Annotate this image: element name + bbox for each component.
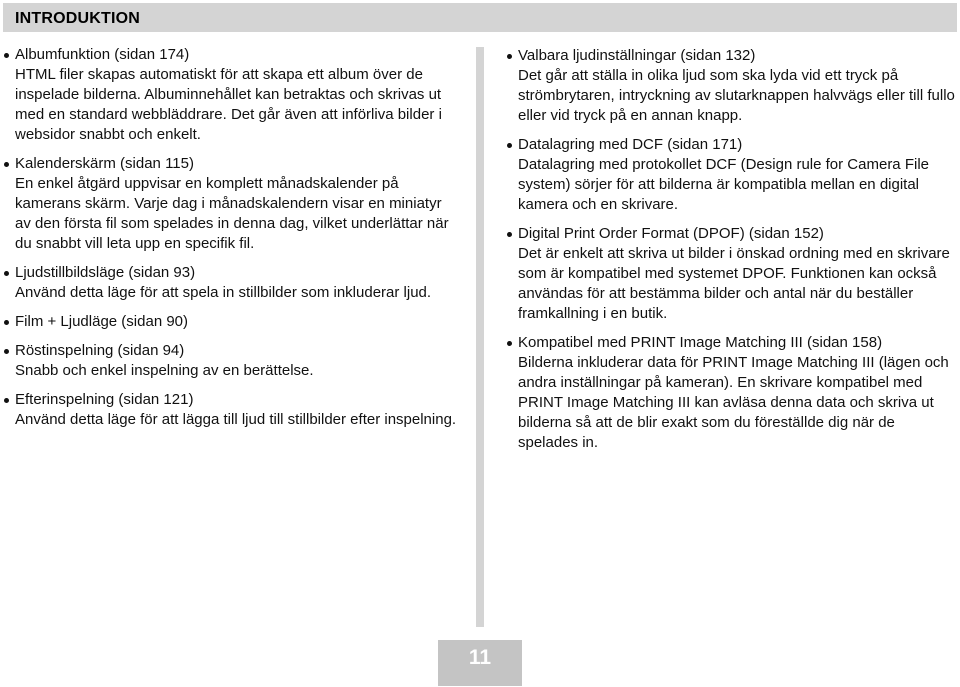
feature-title: Albumfunktion (sidan 174) — [15, 46, 190, 63]
feature-title: Film + Ljudläge (sidan 90) — [15, 313, 189, 330]
feature-description: Datalagring med protokollet DCF (Design rule for Camera File system) sörjer för att bilderna är kompatibla mellan en digital kamera och en skrivare. — [518, 156, 929, 213]
left-column — [4, 45, 459, 439]
feature-list-right — [507, 46, 957, 453]
feature-title: Kompatibel med PRINT Image Matching III (sidan 158) — [518, 334, 883, 351]
feature-description: Det går att ställa in olika ljud som ska lyda vid ett tryck på strömbrytaren, intryckning av slutarknappen halvvägs eller till fullo eller vid tryck på en annan knapp. — [518, 67, 955, 124]
list-item — [4, 341, 459, 381]
feature-title: Ljudstillbildsläge (sidan 93) — [15, 264, 196, 281]
feature-description: Bilderna inkluderar data för PRINT Image Matching III (lägen och andra inställningar på kameran). En skrivare kompatibel med PRINT Image Matching III kan avläsa denna data och skriva ut bilderna så att de blir exakt som du föreställde dig när de spelades in. — [518, 354, 949, 451]
list-item — [507, 135, 957, 215]
feature-title: Valbara ljudinställningar (sidan 132) — [518, 47, 756, 64]
column-divider — [476, 47, 484, 627]
list-item — [507, 46, 957, 126]
list-item — [4, 45, 459, 145]
list-item — [507, 333, 957, 453]
list-item — [507, 224, 957, 324]
section-title: INTRODUKTION — [15, 10, 141, 27]
feature-title: Kalenderskärm (sidan 115) — [15, 155, 194, 172]
list-item — [4, 312, 459, 332]
section-header — [3, 3, 957, 32]
page-number: 11 — [438, 640, 522, 686]
right-column — [507, 46, 957, 462]
feature-title: Datalagring med DCF (sidan 171) — [518, 136, 743, 153]
feature-title: Efterinspelning (sidan 121) — [15, 391, 194, 408]
feature-description: Det är enkelt att skriva ut bilder i önskad ordning med en skrivare som är kompatibel med systemet DPOF. Funktionen kan också användas för att bestämma bilder och antal när du beställer framkallning i en butik. — [518, 245, 950, 322]
list-item — [4, 390, 459, 430]
feature-description: HTML filer skapas automatiskt för att skapa ett album över de inspelade bilderna. Albuminnehållet kan betraktas och skrivas ut med en standard webbläddrare. Det går även att införliva bilder i websidor snabbt och enkelt. — [15, 66, 442, 143]
feature-description: Använd detta läge för att lägga till ljud till stillbilder efter inspelning. — [15, 411, 457, 428]
feature-description: Använd detta läge för att spela in stillbilder som inkluderar ljud. — [15, 284, 432, 301]
feature-title: Digital Print Order Format (DPOF) (sidan 152) — [518, 225, 824, 242]
feature-description: En enkel åtgärd uppvisar en komplett månadskalender på kamerans skärm. Varje dag i månadskalendern visar en miniatyr av den första fil som spelades in denna dag, vilket underlättar när du snabbt vill leta upp en specifik fil. — [15, 175, 449, 252]
feature-title: Röstinspelning (sidan 94) — [15, 342, 185, 359]
list-item — [4, 154, 459, 254]
feature-description: Snabb och enkel inspelning av en berättelse. — [15, 362, 314, 379]
list-item — [4, 263, 459, 303]
feature-list-left — [4, 45, 459, 430]
